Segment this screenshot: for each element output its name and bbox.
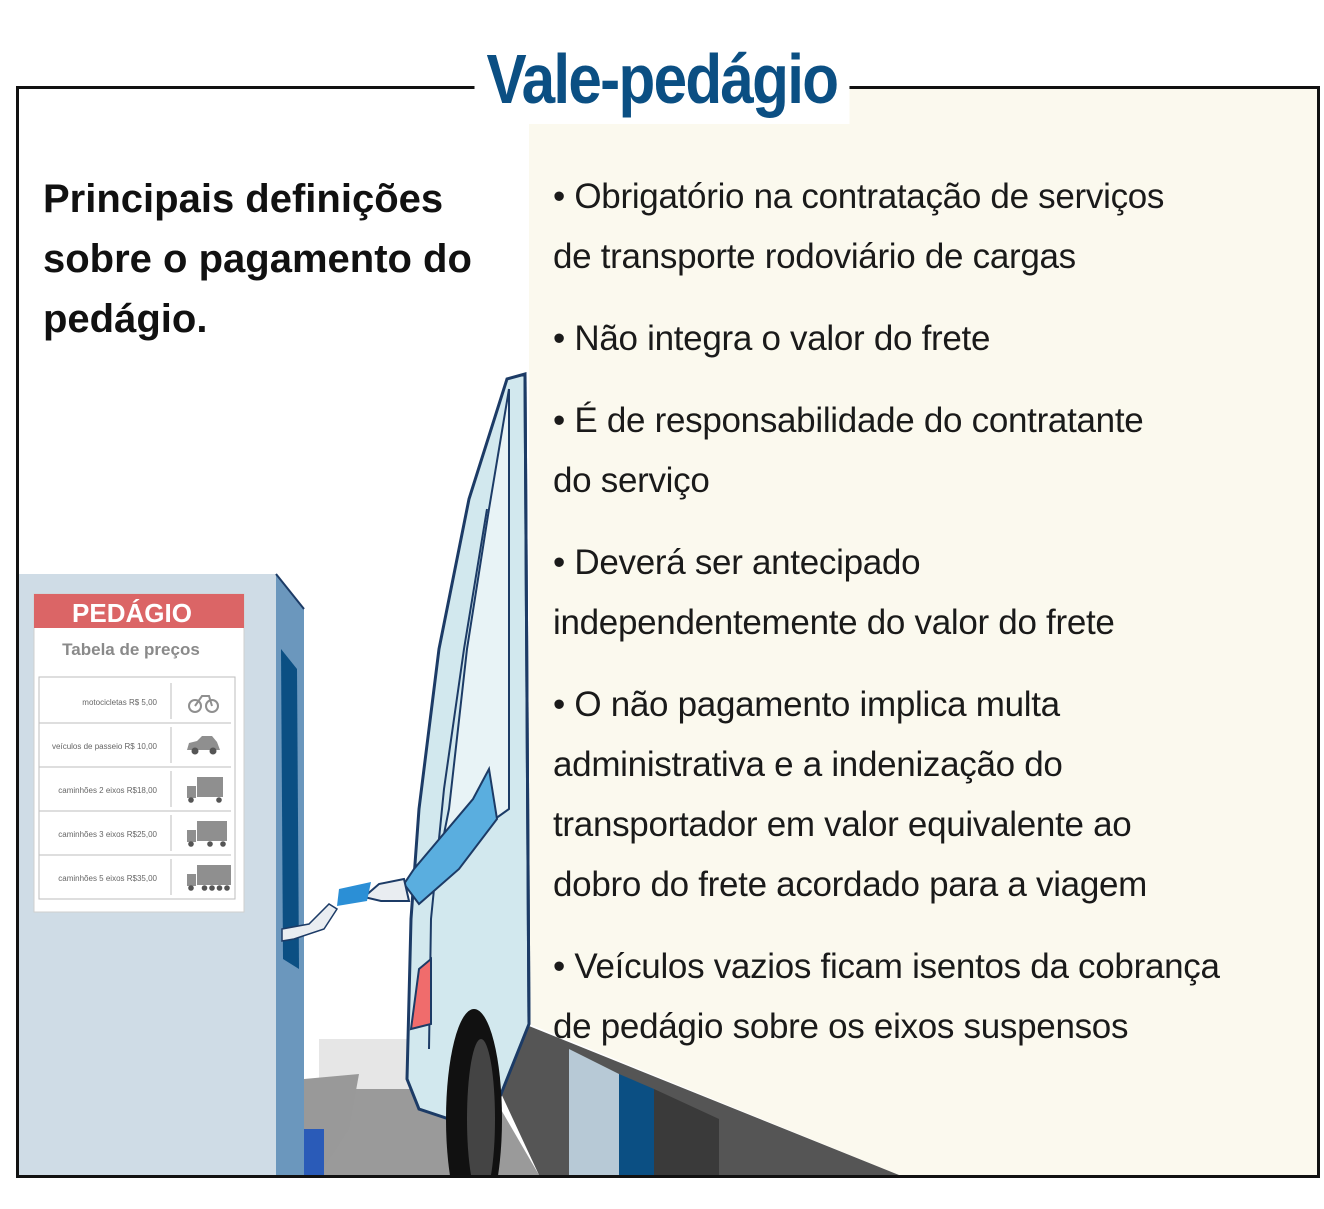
truck-chassis-blue xyxy=(619,1074,654,1175)
toll-booth-window xyxy=(281,649,299,969)
title-container xyxy=(0,34,1324,124)
price-row-label: caminhões 3 eixos R$25,00 xyxy=(58,830,157,839)
page-title: Vale-pedágio xyxy=(475,34,850,124)
toll-sign-header: PEDÁGIO xyxy=(72,598,192,628)
definition-item: • Deverá ser antecipado independentemente do valor do frete xyxy=(553,543,1115,642)
toll-ticket xyxy=(337,882,371,906)
price-row-label: motocicletas R$ 5,00 xyxy=(82,698,157,707)
definition-item: • Não integra o valor do frete xyxy=(553,319,991,358)
definition-item: • É de responsabilidade do contratante do serviço xyxy=(553,401,1144,500)
definition-item: • Obrigatório na contratação de serviços de transporte rodoviário de cargas xyxy=(553,177,1165,276)
subtitle: Principais definições sobre o pagamento do pedágio. xyxy=(43,177,472,341)
definition-item: • Veículos vazios ficam isentos da cobrança de pedágio sobre os eixos suspensos xyxy=(553,947,1220,1046)
infographic-frame xyxy=(16,86,1320,1178)
price-row-label: caminhões 5 eixos R$35,00 xyxy=(58,874,157,883)
definition-item: • O não pagamento implica multa administrativa e a indenização do transportador em valor equivalente ao dobro do frete acordado para a viagem xyxy=(553,685,1148,904)
booth-base-blue xyxy=(304,1129,324,1175)
toll-sign-subheader: Tabela de preços xyxy=(62,640,200,659)
definitions-list xyxy=(553,167,1313,1079)
price-row-label: caminhões 2 eixos R$18,00 xyxy=(58,786,157,795)
price-row-label: veículos de passeio R$ 10,00 xyxy=(52,742,157,751)
